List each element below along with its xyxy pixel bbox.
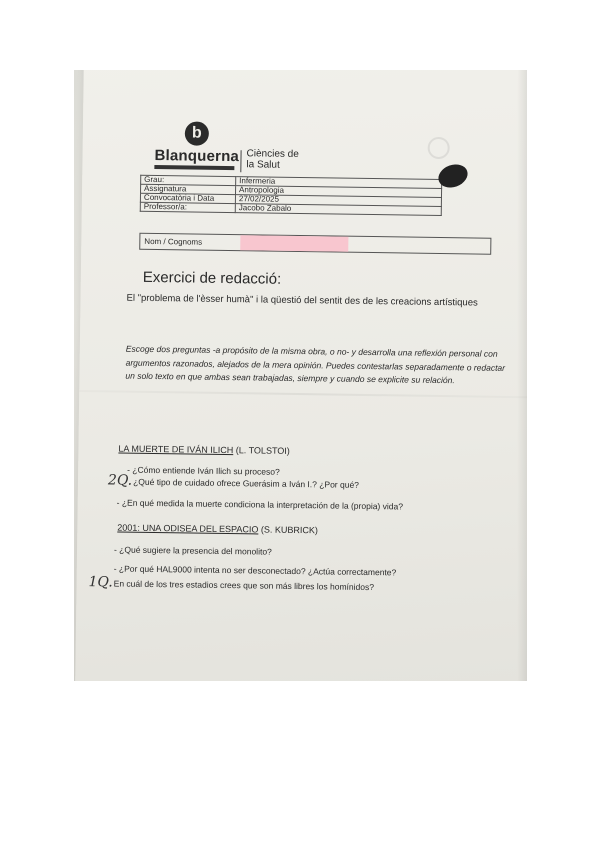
logo-subtitle: Ciències de la Salut bbox=[246, 148, 299, 171]
logo-divider bbox=[240, 150, 241, 172]
section-title-author: (L. TOLSTOI) bbox=[233, 445, 290, 456]
info-label: Convocatòria i Data bbox=[140, 193, 235, 203]
handwritten-mark: 1Q. bbox=[88, 574, 113, 591]
document-photo bbox=[74, 70, 527, 681]
question-item: 2Q.¿Qué tipo de cuidado ofrece Guerásim a Iván I.? ¿Por qué? bbox=[107, 472, 360, 490]
info-value: Infermeria bbox=[236, 177, 442, 189]
exercise-subtitle: El "problema de l'èsser humà" i la qüestió del sentit des de les creacions artístiques bbox=[126, 292, 478, 309]
question-item: - ¿Qué sugiere la presencia del monolito? bbox=[113, 544, 272, 557]
info-value: Jacobo Zabalo bbox=[235, 204, 441, 216]
section-title-work: LA MUERTE DE IVÁN ILICH bbox=[118, 443, 234, 456]
question-item: - ¿En qué medida la muerte condiciona la interpretación de la (propia) vida? bbox=[116, 497, 404, 512]
logo-name: Blanquerna bbox=[154, 146, 240, 166]
info-label: Professor/a: bbox=[140, 202, 235, 212]
name-field bbox=[139, 233, 491, 255]
exam-sheet bbox=[74, 70, 527, 681]
question-item: - ¿Cómo entiende Iván Ilich su proceso? bbox=[127, 464, 280, 477]
question-item: 1Q.En cuál de los tres estadios crees que son más libres los homínidos? bbox=[88, 574, 375, 593]
info-label: Assignatura bbox=[141, 184, 236, 194]
name-field-label: Nom / Cognoms bbox=[144, 236, 203, 247]
course-info-table bbox=[140, 175, 442, 216]
handwritten-mark: 2Q. bbox=[107, 472, 133, 489]
logo-bar bbox=[154, 165, 234, 170]
section-title bbox=[117, 523, 318, 536]
section-title bbox=[118, 444, 290, 456]
edge-shadow bbox=[517, 70, 527, 681]
exercise-title: Exercici de redacció: bbox=[142, 268, 282, 288]
redacted-name bbox=[240, 235, 348, 252]
paper-crease bbox=[79, 390, 527, 398]
info-value: Antropologia bbox=[235, 186, 441, 198]
info-label: Grau: bbox=[141, 175, 236, 185]
question-item: - ¿Por qué HAL9000 intenta no ser desconectado? ¿Actúa correctamente? bbox=[113, 563, 397, 578]
info-value: 27/02/2025 bbox=[235, 195, 441, 207]
instructions: Escoge dos preguntas -a propósito de la misma obra, o no- y desarrolla una reflexión personal con argumentos razonados, alejados de la mera opinión. Puedes contestarlas separadamente o redactar un solo texto en que ambas sean trabajadas, siempre y cuando se explicite su relación. bbox=[125, 343, 506, 386]
section-title-work: 2001: UNA ODISEA DEL ESPACIO bbox=[117, 522, 259, 535]
blanquerna-logo-icon: b bbox=[185, 121, 209, 145]
section-title-author: (S. KUBRICK) bbox=[258, 524, 318, 536]
